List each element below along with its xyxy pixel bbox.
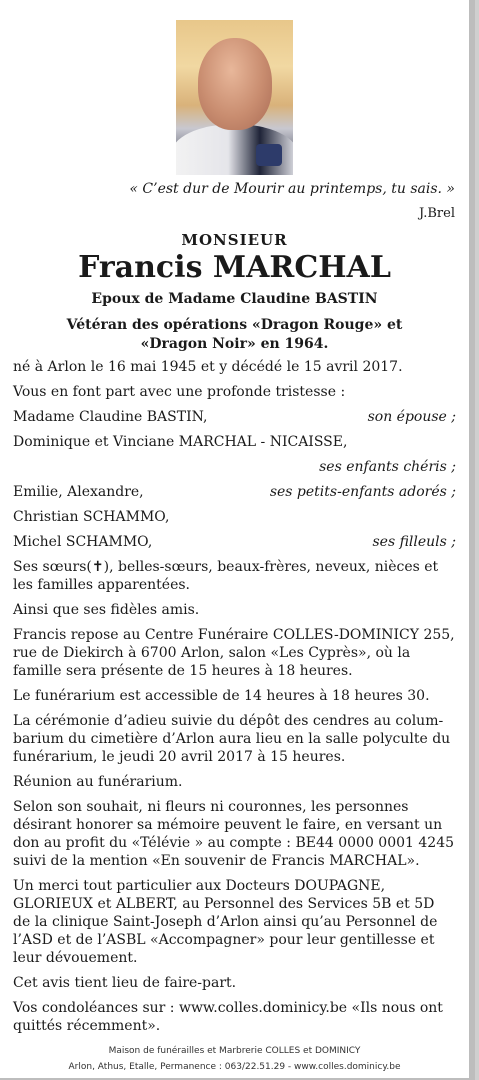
paragraph-hours: Le funérarium est accessible de 14 heures à 18 heures 30. <box>13 688 430 704</box>
announcement-line: Vous en font part avec une profonde tristesse : <box>13 384 346 400</box>
notice-body <box>13 358 456 1042</box>
family-names: Madame Claudine BASTIN, <box>13 409 208 425</box>
footer-line-2: Arlon, Athus, Etalle, Permanence : 063/22.51.29 - www.colles.dominicy.be <box>68 1062 401 1072</box>
family-relation: ses filleuls ; <box>372 534 456 550</box>
paragraph-reunion: Réunion au funérarium. <box>13 774 183 790</box>
paragraph-friends: Ainsi que ses fidèles amis. <box>13 602 200 618</box>
paragraph-condolences: Vos condoléances sur : www.colles.dominicy.be «Ils nous ont quittés récemment». <box>13 1000 443 1034</box>
portrait-photo <box>176 20 293 175</box>
paragraph-repose: Francis repose au Centre Funéraire COLLES-DOMINICY 255, rue de Diekirch à 6700 Arlon, salon «Les Cyprès», où la famille sera présente de 15 heures à 18 heures. <box>13 627 455 679</box>
portrait-head <box>198 38 272 130</box>
paragraph-thanks: Un merci tout particulier aux Docteurs DOUPAGNE, GLORIEUX et ALBERT, au Personnel des Services 5B et 5D de la clinique Saint-Joseph d’Arlon ainsi qu’au Personnel de l’ASD et de l’ASBL «Accompagner» pour leur gentillesse et leur dévouement. <box>13 878 438 966</box>
paragraph-ceremony: La cérémonie d’adieu suivie du dépôt des cendres au colum- barium du cimetière d’Arlon aura lieu en la salle polyculte du funérarium, le jeudi 20 avril 2017 à 15 heures. <box>13 713 451 765</box>
epigraph-quote: « C’est dur de Mourir au printemps, tu sais. » <box>129 181 455 197</box>
family-names: Emilie, Alexandre, <box>13 484 144 500</box>
shirt-patch <box>256 144 282 166</box>
family-row <box>13 433 456 451</box>
epigraph-author: J.Brel <box>419 206 455 221</box>
paragraph-donation: Selon son souhait, ni fleurs ni couronnes, les personnes désirant honorer sa mémoire peuvent le faire, en versant un don au profit du «Télévie » au compte : BE44 0000 0001 4245 suivi de la mention «En souvenir de Francis MARCHAL». <box>13 799 455 869</box>
family-names: Christian SCHAMMO, <box>13 509 170 525</box>
paragraph-notice: Cet avis tient lieu de faire-part. <box>13 975 237 991</box>
family-names: Dominique et Vinciane MARCHAL - NICAISSE, <box>13 434 348 450</box>
honorific-title: MONSIEUR <box>181 231 288 249</box>
family-row <box>13 408 456 426</box>
family-row <box>13 533 456 551</box>
veteran-line <box>30 316 439 354</box>
deceased-name: Francis MARCHAL <box>78 250 391 285</box>
family-relation: son épouse ; <box>367 409 456 425</box>
family-names: Michel SCHAMMO, <box>13 534 153 550</box>
paragraph-relatives: Ses sœurs(✝), belles-sœurs, beaux-frères, neveux, nièces et les familles apparentées. <box>13 559 439 593</box>
funeral-home-footer <box>0 1043 469 1075</box>
veteran-line-1: Vétéran des opérations «Dragon Rouge» et <box>66 317 403 333</box>
family-relation: ses enfants chéris ; <box>319 459 456 475</box>
family-row <box>13 483 456 501</box>
family-row <box>13 508 456 526</box>
footer-line-1: Maison de funérailles et Marbrerie COLLES et DOMINICY <box>108 1046 361 1056</box>
family-relation: ses petits-enfants adorés ; <box>269 484 456 500</box>
spouse-line: Epoux de Madame Claudine BASTIN <box>91 291 378 307</box>
birth-death-line: né à Arlon le 16 mai 1945 et y décédé le 15 avril 2017. <box>13 359 403 375</box>
veteran-line-2: «Dragon Noir» en 1964. <box>140 336 329 352</box>
